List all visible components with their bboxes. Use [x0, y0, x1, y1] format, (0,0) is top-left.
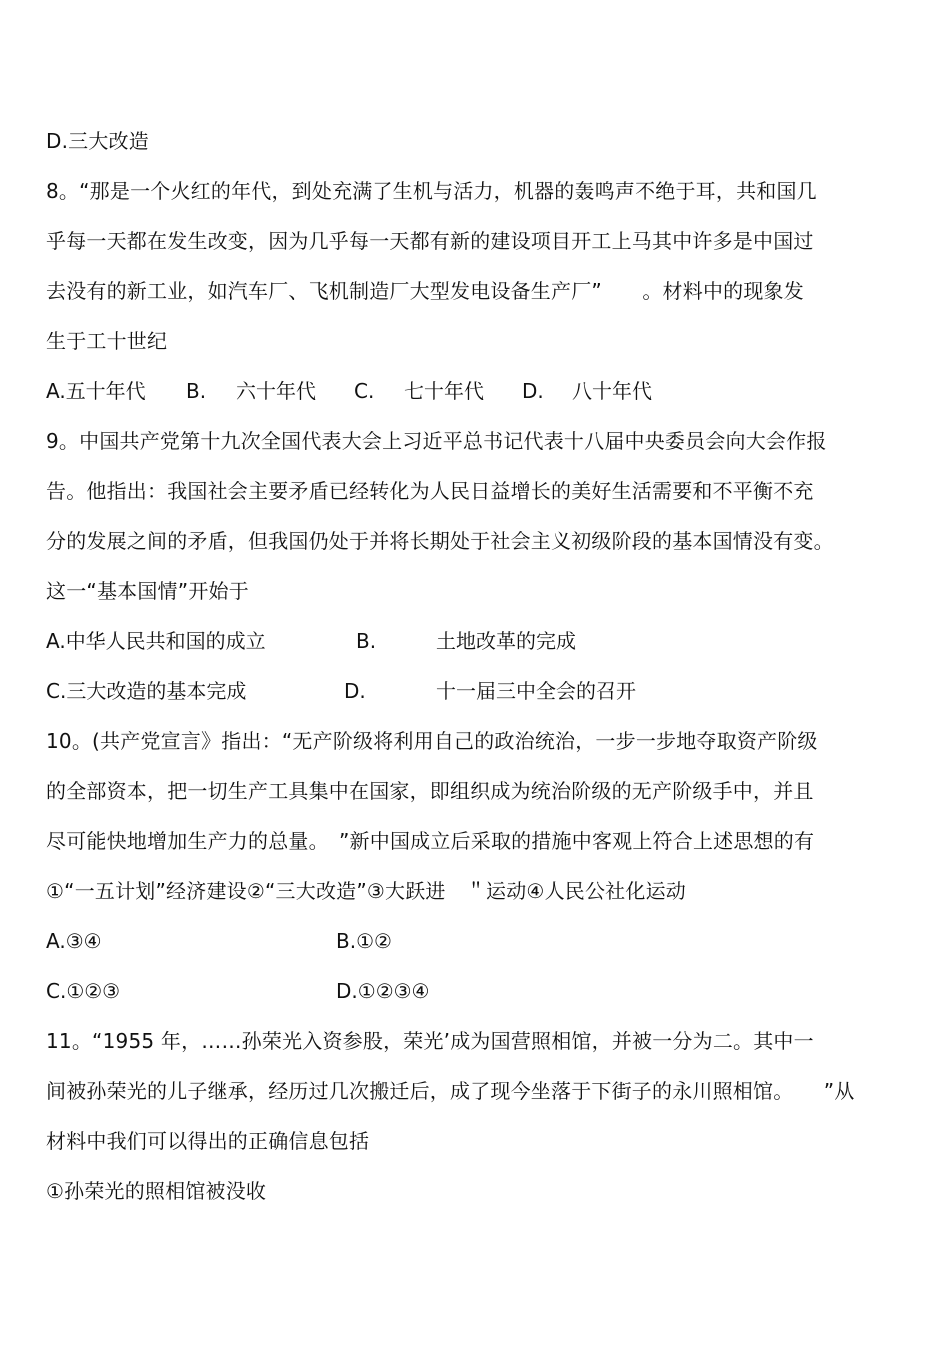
q8-option-b-key: B.	[186, 379, 207, 403]
q9-option-d-key: D.	[344, 679, 366, 703]
q8-option-d: 八十年代	[572, 379, 652, 403]
q9-option-b-key: B.	[356, 629, 377, 653]
q10-option-c: C.①②③	[46, 979, 121, 1003]
q9-option-b: 土地改革的完成	[436, 629, 576, 653]
q8-stem-line-3: 去没有的新工业，如汽车厂、飞机制造厂大型发电设备生产厂” 。材料中的现象发	[46, 279, 804, 303]
q9-option-d: 十一届三中全会的召开	[436, 679, 636, 703]
q10-stem-line-2: 的全部资本，把一切生产工具集中在国家，即组织成为统治阶级的无产阶级手中，并且	[46, 779, 814, 803]
q10-stem-line-1: 10。(共产党宣言》指出：“无产阶级将利用自己的政治统治，一步一步地夺取资产阶级	[46, 729, 818, 753]
q11-stem-line-2: 间被孙荣光的儿子继承，经历过几次搬迁后，成了现今坐落于下街子的永川照相馆。 ”从	[46, 1079, 855, 1103]
q11-stem-line-3: 材料中我们可以得出的正确信息包括	[46, 1129, 370, 1153]
q9-stem-line-3: 分的发展之间的矛盾，但我国仍处于并将长期处于社会主义初级阶段的基本国情没有变。	[46, 529, 834, 553]
q10-option-d: D.①②③④	[336, 979, 430, 1003]
q8-option-a: A.五十年代	[46, 379, 146, 403]
q7-option-d: D.三大改造	[46, 129, 149, 153]
q10-stem-line-3: 尽可能快地增加生产力的总量。 ”新中国成立后采取的措施中客观上符合上述思想的有	[46, 829, 815, 853]
q9-option-a: A.中华人民共和国的成立	[46, 629, 266, 653]
q10-option-b: B.①②	[336, 929, 392, 953]
q9-option-c: C.三大改造的基本完成	[46, 679, 247, 703]
q8-option-b: 六十年代	[236, 379, 316, 403]
q9-stem-line-4: 这一“基本国情”开始于	[46, 579, 249, 603]
q9-stem-line-2: 告。他指出：我国社会主要矛盾已经转化为人民日益增长的美好生活需要和不平衡不充	[46, 479, 814, 503]
q9-stem-line-1: 9。中国共产党第十九次全国代表大会上习近平总书记代表十八届中央委员会向大会作报	[46, 429, 827, 453]
q8-stem-line-4: 生于工十世纪	[46, 329, 168, 353]
q8-stem-line-1: 8。“那是一个火红的年代，到处充满了生机与活力，机器的轰鸣声不绝于耳，共和国几	[46, 179, 817, 203]
q8-option-d-key: D.	[522, 379, 544, 403]
q10-option-a: A.③④	[46, 929, 102, 953]
q11-stem-line-1: 11。“1955 年，……孙荣光入资参股，荣光’成为国营照相馆，并被一分为二。其中一	[46, 1029, 814, 1053]
q8-stem-line-2: 乎每一天都在发生改变，因为几乎每一天都有新的建设项目开工上马其中许多是中国过	[46, 229, 814, 253]
q8-option-c-key: C.	[354, 379, 375, 403]
q10-stem-line-4: ①“一五计划”经济建设②“三大改造”③大跃进 ＂运动④人民公社化运动	[46, 879, 686, 903]
q11-option-1: ①孙荣光的照相馆被没收	[46, 1179, 267, 1203]
q8-option-c: 七十年代	[404, 379, 484, 403]
